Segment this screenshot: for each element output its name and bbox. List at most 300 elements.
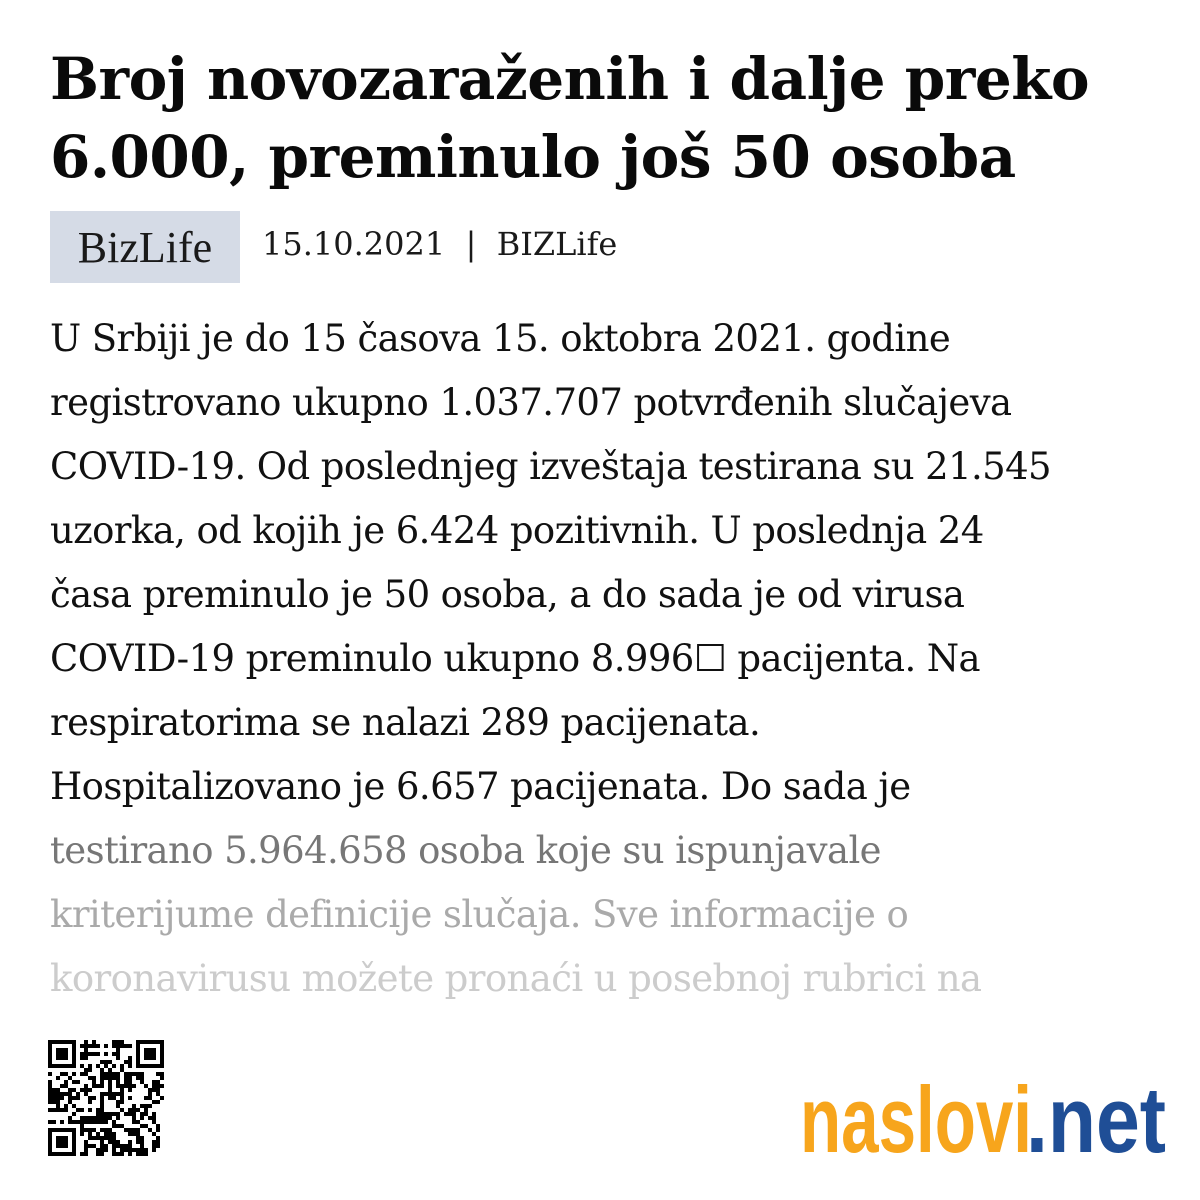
qr-module xyxy=(64,1052,68,1056)
qr-module xyxy=(104,1128,108,1132)
qr-module xyxy=(140,1080,144,1084)
qr-module xyxy=(48,1040,52,1044)
qr-module xyxy=(140,1148,144,1152)
qr-module xyxy=(64,1080,68,1084)
qr-module xyxy=(56,1136,60,1140)
qr-module xyxy=(104,1060,108,1064)
qr-module xyxy=(84,1068,88,1072)
qr-module xyxy=(56,1100,60,1104)
qr-module xyxy=(152,1084,156,1088)
qr-module xyxy=(48,1048,52,1052)
qr-module xyxy=(48,1096,52,1100)
qr-module xyxy=(56,1056,60,1060)
qr-module xyxy=(136,1060,140,1064)
qr-module xyxy=(88,1144,92,1148)
body-line: respiratorima se nalazi 289 pacijenata. xyxy=(50,701,761,744)
qr-module xyxy=(136,1052,140,1056)
qr-module xyxy=(120,1084,124,1088)
qr-module xyxy=(84,1088,88,1092)
qr-module xyxy=(56,1064,60,1068)
qr-module xyxy=(88,1132,92,1136)
qr-module xyxy=(64,1108,68,1112)
body-line: kriterijume definicije slučaja. Sve informacije o xyxy=(50,893,909,936)
qr-module xyxy=(148,1092,152,1096)
qr-module xyxy=(104,1144,108,1148)
qr-module xyxy=(140,1072,144,1076)
qr-module xyxy=(160,1076,164,1080)
qr-module xyxy=(60,1072,64,1076)
qr-module xyxy=(136,1108,140,1112)
qr-module xyxy=(48,1128,52,1132)
qr-module xyxy=(52,1152,56,1156)
qr-module xyxy=(92,1040,96,1044)
qr-module xyxy=(120,1124,124,1128)
qr-module xyxy=(128,1084,132,1088)
qr-module xyxy=(68,1128,72,1132)
qr-module xyxy=(72,1064,76,1068)
qr-module xyxy=(152,1148,156,1152)
qr-module xyxy=(104,1064,108,1068)
qr-module xyxy=(60,1084,64,1088)
meta-separator: | xyxy=(465,225,477,263)
qr-module xyxy=(160,1044,164,1048)
body-line: uzorka, od kojih je 6.424 pozitivnih. U poslednja 24 xyxy=(50,509,984,552)
qr-module xyxy=(128,1064,132,1068)
qr-module xyxy=(132,1112,136,1116)
qr-module xyxy=(60,1048,64,1052)
qr-module xyxy=(80,1128,84,1132)
qr-module xyxy=(48,1052,52,1056)
qr-module xyxy=(156,1088,160,1092)
qr-module xyxy=(124,1076,128,1080)
qr-module xyxy=(52,1100,56,1104)
qr-module xyxy=(152,1112,156,1116)
qr-module xyxy=(64,1136,68,1140)
qr-module xyxy=(148,1040,152,1044)
qr-module xyxy=(60,1108,64,1112)
qr-module xyxy=(64,1104,68,1108)
qr-module xyxy=(160,1064,164,1068)
qr-module xyxy=(140,1144,144,1148)
qr-module xyxy=(72,1136,76,1140)
qr-module xyxy=(72,1132,76,1136)
qr-module xyxy=(48,1140,52,1144)
qr-module xyxy=(108,1112,112,1116)
qr-module xyxy=(92,1044,96,1048)
qr-module xyxy=(156,1092,160,1096)
qr-module xyxy=(68,1040,72,1044)
qr-module xyxy=(84,1052,88,1056)
qr-module xyxy=(56,1140,60,1144)
qr-module xyxy=(96,1116,100,1120)
qr-module xyxy=(148,1056,152,1060)
qr-module xyxy=(64,1128,68,1132)
qr-module xyxy=(152,1100,156,1104)
qr-module xyxy=(72,1148,76,1152)
qr-module xyxy=(68,1092,72,1096)
qr-module xyxy=(60,1064,64,1068)
qr-module xyxy=(156,1100,160,1104)
qr-module xyxy=(128,1088,132,1092)
qr-module xyxy=(152,1048,156,1052)
qr-module xyxy=(92,1116,96,1120)
qr-module xyxy=(160,1060,164,1064)
body-line: registrovano ukupno 1.037.707 potvrđenih slučajeva xyxy=(50,381,1012,424)
qr-module xyxy=(56,1144,60,1148)
qr-module xyxy=(72,1096,76,1100)
qr-module xyxy=(148,1104,152,1108)
logo-text-net: .net xyxy=(1026,1068,1166,1164)
qr-module xyxy=(140,1116,144,1120)
qr-module xyxy=(116,1124,120,1128)
qr-module xyxy=(152,1052,156,1056)
qr-module xyxy=(60,1136,64,1140)
qr-module xyxy=(140,1140,144,1144)
qr-module xyxy=(144,1084,148,1088)
qr-module xyxy=(124,1128,128,1132)
qr-module xyxy=(152,1116,156,1120)
qr-module xyxy=(144,1148,148,1152)
qr-module xyxy=(100,1100,104,1104)
qr-module xyxy=(72,1120,76,1124)
qr-module xyxy=(100,1152,104,1156)
qr-module xyxy=(104,1076,108,1080)
qr-module xyxy=(104,1148,108,1152)
qr-module xyxy=(84,1044,88,1048)
qr-module xyxy=(72,1040,76,1044)
qr-module xyxy=(84,1084,88,1088)
qr-module xyxy=(112,1152,116,1156)
qr-module xyxy=(108,1080,112,1084)
qr-module xyxy=(120,1108,124,1112)
qr-module xyxy=(136,1064,140,1068)
qr-module xyxy=(80,1052,84,1056)
qr-module xyxy=(128,1076,132,1080)
qr-module xyxy=(120,1068,124,1072)
qr-module xyxy=(120,1096,124,1100)
qr-module xyxy=(72,1052,76,1056)
qr-module xyxy=(48,1120,52,1124)
qr-module xyxy=(136,1048,140,1052)
qr-module xyxy=(84,1040,88,1044)
qr-module xyxy=(116,1084,120,1088)
qr-module xyxy=(144,1152,148,1156)
qr-module xyxy=(152,1140,156,1144)
qr-module xyxy=(148,1052,152,1056)
qr-module xyxy=(104,1072,108,1076)
qr-module xyxy=(92,1144,96,1148)
qr-module xyxy=(144,1056,148,1060)
qr-module xyxy=(112,1040,116,1044)
qr-module xyxy=(144,1096,148,1100)
qr-module xyxy=(72,1140,76,1144)
qr-module xyxy=(96,1132,100,1136)
qr-module xyxy=(68,1152,72,1156)
qr-module xyxy=(136,1056,140,1060)
qr-module xyxy=(88,1096,92,1100)
qr-module xyxy=(76,1120,80,1124)
qr-module xyxy=(132,1132,136,1136)
qr-module xyxy=(156,1080,160,1084)
qr-module xyxy=(100,1080,104,1084)
qr-module xyxy=(132,1084,136,1088)
qr-module xyxy=(60,1092,64,1096)
qr-code-icon[interactable] xyxy=(48,1040,164,1156)
qr-module xyxy=(116,1072,120,1076)
qr-module xyxy=(88,1128,92,1132)
qr-module xyxy=(136,1040,140,1044)
qr-module xyxy=(140,1124,144,1128)
qr-module xyxy=(128,1108,132,1112)
qr-module xyxy=(124,1144,128,1148)
qr-module xyxy=(160,1072,164,1076)
qr-module xyxy=(100,1120,104,1124)
qr-module xyxy=(116,1112,120,1116)
qr-module xyxy=(48,1108,52,1112)
qr-module xyxy=(140,1040,144,1044)
qr-module xyxy=(60,1144,64,1148)
qr-module xyxy=(64,1056,68,1060)
qr-module xyxy=(152,1144,156,1148)
qr-module xyxy=(108,1096,112,1100)
qr-module xyxy=(152,1040,156,1044)
qr-module xyxy=(84,1120,88,1124)
qr-module xyxy=(148,1088,152,1092)
body-line: COVID-19 preminulo ukupno 8.996☐ pacijenta. Na xyxy=(50,637,981,680)
qr-module xyxy=(56,1096,60,1100)
qr-module xyxy=(64,1084,68,1088)
qr-module xyxy=(156,1136,160,1140)
qr-module xyxy=(60,1052,64,1056)
qr-module xyxy=(152,1132,156,1136)
qr-module xyxy=(60,1120,64,1124)
qr-module xyxy=(48,1060,52,1064)
qr-module xyxy=(72,1060,76,1064)
qr-module xyxy=(152,1064,156,1068)
qr-module xyxy=(112,1140,116,1144)
qr-module xyxy=(56,1076,60,1080)
qr-module xyxy=(108,1140,112,1144)
qr-module xyxy=(92,1052,96,1056)
qr-module xyxy=(136,1152,140,1156)
qr-module xyxy=(92,1076,96,1080)
qr-module xyxy=(52,1108,56,1112)
qr-module xyxy=(72,1044,76,1048)
article-body xyxy=(50,307,1160,1011)
qr-module xyxy=(104,1044,108,1048)
qr-module xyxy=(96,1044,100,1048)
qr-module xyxy=(140,1112,144,1116)
body-line: koronavirusu možete pronaći u posebnoj rubrici na xyxy=(50,957,982,1000)
qr-module xyxy=(88,1064,92,1068)
qr-module xyxy=(116,1040,120,1044)
qr-module xyxy=(120,1044,124,1048)
qr-module xyxy=(120,1040,124,1044)
qr-module xyxy=(56,1088,60,1092)
qr-module xyxy=(144,1048,148,1052)
qr-module xyxy=(160,1048,164,1052)
qr-module xyxy=(120,1144,124,1148)
body-line: testirano 5.964.658 osoba koje su ispunjavale xyxy=(50,829,881,872)
article-author[interactable]: BIZLife xyxy=(496,225,618,263)
qr-module xyxy=(112,1132,116,1136)
qr-module xyxy=(116,1080,120,1084)
qr-module xyxy=(100,1060,104,1064)
qr-module xyxy=(100,1116,104,1120)
qr-module xyxy=(60,1152,64,1156)
qr-module xyxy=(128,1132,132,1136)
qr-module xyxy=(140,1064,144,1068)
qr-module xyxy=(100,1112,104,1116)
qr-module xyxy=(92,1120,96,1124)
qr-module xyxy=(116,1092,120,1096)
qr-module xyxy=(116,1104,120,1108)
qr-module xyxy=(116,1100,120,1104)
qr-module xyxy=(160,1056,164,1060)
qr-module xyxy=(56,1108,60,1112)
qr-module xyxy=(84,1140,88,1144)
qr-module xyxy=(132,1116,136,1120)
qr-module xyxy=(136,1072,140,1076)
qr-module xyxy=(100,1148,104,1152)
qr-module xyxy=(64,1048,68,1052)
qr-module xyxy=(96,1084,100,1088)
qr-module xyxy=(152,1056,156,1060)
qr-module xyxy=(136,1044,140,1048)
qr-module xyxy=(100,1092,104,1096)
qr-module xyxy=(72,1152,76,1156)
qr-module xyxy=(52,1120,56,1124)
qr-module xyxy=(100,1140,104,1144)
qr-module xyxy=(104,1136,108,1140)
qr-module xyxy=(116,1056,120,1060)
qr-module xyxy=(100,1128,104,1132)
qr-module xyxy=(60,1056,64,1060)
qr-module xyxy=(88,1136,92,1140)
qr-module xyxy=(108,1072,112,1076)
qr-module xyxy=(140,1076,144,1080)
qr-module xyxy=(156,1140,160,1144)
qr-module xyxy=(108,1136,112,1140)
qr-module xyxy=(96,1064,100,1068)
qr-module xyxy=(100,1068,104,1072)
qr-module xyxy=(80,1056,84,1060)
qr-module xyxy=(48,1064,52,1068)
qr-module xyxy=(160,1096,164,1100)
qr-module xyxy=(152,1120,156,1124)
qr-module xyxy=(52,1128,56,1132)
qr-module xyxy=(120,1092,124,1096)
qr-module xyxy=(96,1136,100,1140)
qr-module xyxy=(108,1076,112,1080)
qr-module xyxy=(48,1088,52,1092)
qr-module xyxy=(148,1048,152,1052)
qr-module xyxy=(144,1040,148,1044)
body-line: COVID-19. Od poslednjeg izveštaja testirana su 21.545 xyxy=(50,445,1052,488)
qr-module xyxy=(124,1112,128,1116)
qr-module xyxy=(136,1128,140,1132)
qr-module xyxy=(88,1044,92,1048)
qr-module xyxy=(116,1076,120,1080)
qr-module xyxy=(68,1116,72,1120)
qr-module xyxy=(72,1056,76,1060)
qr-module xyxy=(132,1120,136,1124)
qr-module xyxy=(144,1112,148,1116)
qr-module xyxy=(156,1064,160,1068)
qr-module xyxy=(116,1144,120,1148)
qr-module xyxy=(48,1152,52,1156)
qr-module xyxy=(80,1072,84,1076)
qr-module xyxy=(52,1092,56,1096)
qr-module xyxy=(152,1088,156,1092)
qr-module xyxy=(76,1080,80,1084)
qr-module xyxy=(136,1148,140,1152)
qr-module xyxy=(92,1080,96,1084)
qr-module xyxy=(84,1072,88,1076)
qr-module xyxy=(156,1072,160,1076)
qr-module xyxy=(68,1120,72,1124)
qr-module xyxy=(48,1072,52,1076)
qr-module xyxy=(116,1152,120,1156)
qr-module xyxy=(48,1084,52,1088)
qr-module xyxy=(68,1100,72,1104)
qr-module xyxy=(132,1072,136,1076)
qr-module xyxy=(144,1064,148,1068)
qr-module xyxy=(104,1120,108,1124)
qr-module xyxy=(64,1140,68,1144)
qr-module xyxy=(84,1116,88,1120)
qr-module xyxy=(80,1064,84,1068)
qr-module xyxy=(100,1072,104,1076)
qr-module xyxy=(124,1080,128,1084)
naslovi-net-logo[interactable] xyxy=(800,1068,1166,1164)
qr-module xyxy=(72,1128,76,1132)
qr-module xyxy=(120,1152,124,1156)
qr-module xyxy=(80,1044,84,1048)
qr-module xyxy=(88,1076,92,1080)
qr-module xyxy=(72,1072,76,1076)
qr-module xyxy=(72,1104,76,1108)
qr-module xyxy=(128,1072,132,1076)
qr-module xyxy=(64,1152,68,1156)
qr-module xyxy=(132,1148,136,1152)
qr-module xyxy=(124,1060,128,1064)
qr-module xyxy=(56,1104,60,1108)
qr-module xyxy=(112,1076,116,1080)
body-line: časa preminulo je 50 osoba, a do sada je od virusa xyxy=(50,573,965,616)
qr-module xyxy=(112,1120,116,1124)
qr-module xyxy=(140,1104,144,1108)
qr-module xyxy=(88,1068,92,1072)
qr-module xyxy=(92,1084,96,1088)
qr-module xyxy=(128,1056,132,1060)
qr-module xyxy=(56,1052,60,1056)
qr-module xyxy=(72,1048,76,1052)
qr-module xyxy=(64,1072,68,1076)
qr-module xyxy=(144,1108,148,1112)
qr-module xyxy=(116,1048,120,1052)
qr-module xyxy=(112,1064,116,1068)
qr-module xyxy=(48,1056,52,1060)
body-line: Hospitalizovano je 6.657 pacijenata. Do sada je xyxy=(50,765,911,808)
source-badge[interactable]: BizLife xyxy=(50,211,240,283)
qr-module xyxy=(152,1080,156,1084)
qr-module xyxy=(160,1084,164,1088)
qr-module xyxy=(84,1128,88,1132)
qr-module xyxy=(128,1112,132,1116)
qr-module xyxy=(112,1052,116,1056)
qr-module xyxy=(48,1100,52,1104)
